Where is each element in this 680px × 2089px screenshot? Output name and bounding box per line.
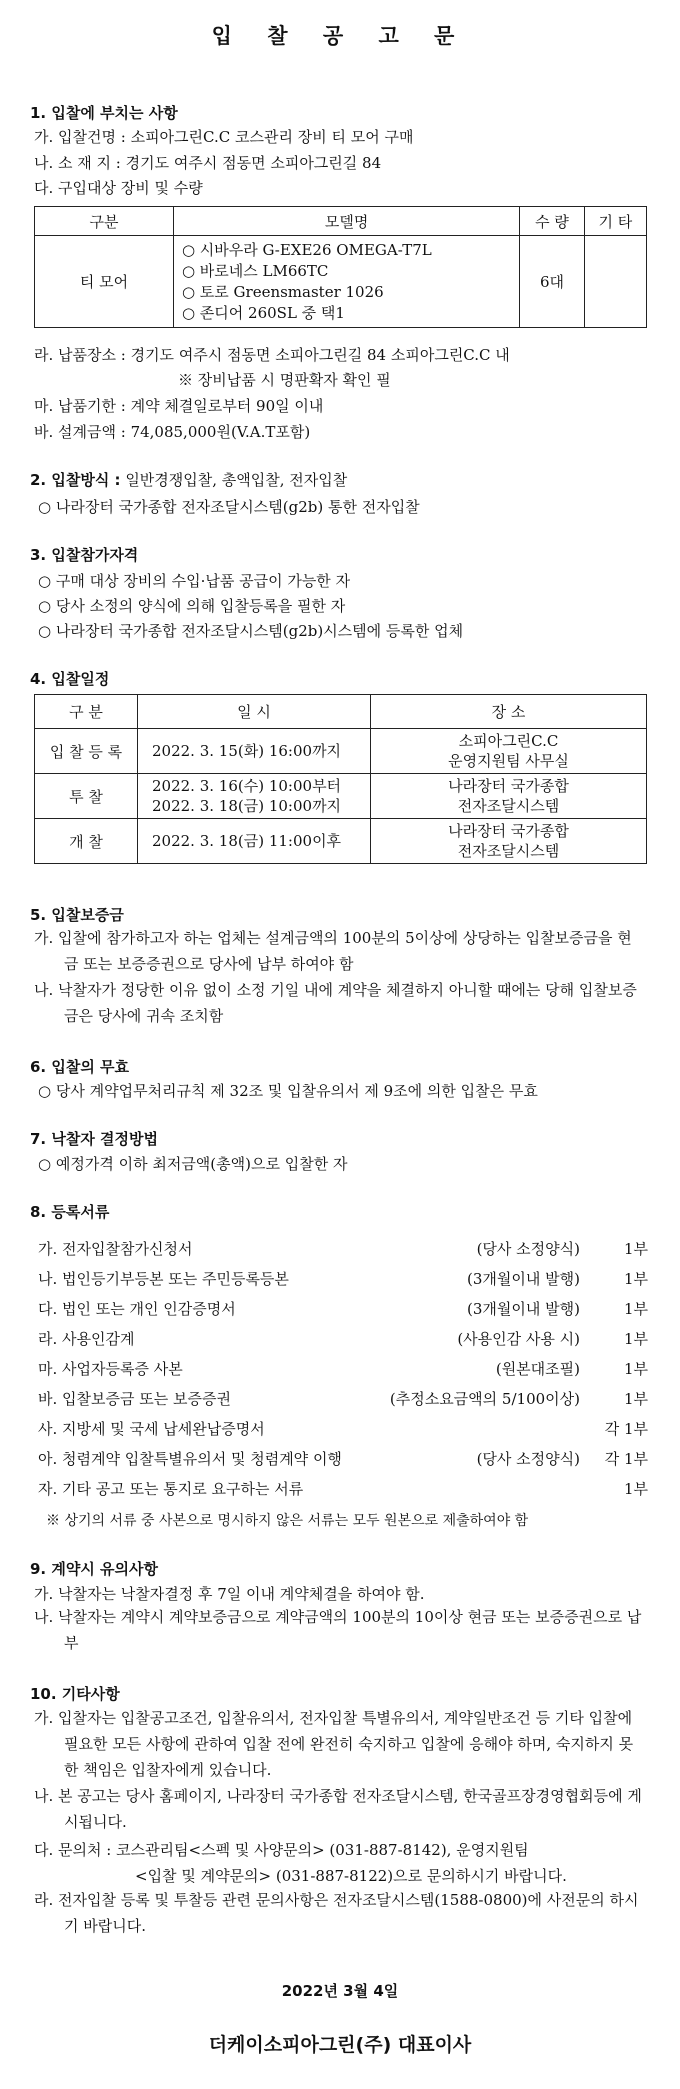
document-name: 자. 기타 공고 또는 통지로 요구하는 서류 — [38, 1480, 304, 1498]
schedule-header-place: 장 소 — [371, 695, 647, 729]
s6-item-a: ○ 당사 계약업무처리규칙 제 32조 및 입찰유의서 제 9조에 의한 입찰은 무효 — [38, 1082, 538, 1100]
document-name: 라. 사용인감계 — [38, 1330, 135, 1348]
document-name: 아. 청렴계약 입찰특별유의서 및 청렴계약 이행 — [38, 1450, 342, 1468]
schedule-place-line: 전자조달시스템 — [457, 797, 560, 815]
s3-item: ○ 당사 소정의 양식에 의해 입찰등록을 필한 자 — [38, 597, 346, 615]
document-row — [38, 1418, 648, 1438]
schedule-row-datetime — [138, 819, 371, 864]
schedule-date-line: 2022. 3. 18(금) 10:00까지 — [152, 797, 342, 815]
company-signature: 더케이소피아그린(주) 대표이사 — [208, 2034, 472, 2056]
section-2-heading — [30, 470, 347, 490]
schedule-row-place — [371, 729, 647, 774]
section-2-title: 2. 입찰방식 : — [30, 471, 121, 489]
document-note: (3개월이내 발행) — [467, 1300, 580, 1318]
document-row — [38, 1358, 648, 1378]
schedule-row-place — [371, 774, 647, 819]
s5-item-b: 나. 낙찰자가 정당한 이유 없이 소정 기일 내에 계약을 체결하지 아니할 때에는 당해 입찰보증금은 당사에 귀속 조치함 — [34, 981, 637, 1025]
equipment-header-qty: 수 량 — [520, 207, 584, 236]
s10-item-c-cont: <입찰 및 계약문의> (031-887-8122)으로 문의하시기 바랍니다. — [135, 1867, 567, 1885]
document-qty: 1부 — [623, 1270, 648, 1288]
schedule-date-line: 2022. 3. 16(수) 10:00부터 — [152, 777, 342, 795]
schedule-row-datetime — [138, 729, 371, 774]
document-qty: 각 1부 — [604, 1450, 648, 1468]
equipment-table — [34, 206, 647, 328]
schedule-row-place — [371, 819, 647, 864]
equipment-qty: 6대 — [520, 236, 584, 328]
s10-item-b: 나. 본 공고는 당사 홈페이지, 나라장터 국가종합 전자조달시스템, 한국골프장경영협회등에 게시됩니다. — [34, 1787, 642, 1831]
s1-item-b: 나. 소 재 지 : 경기도 여주시 점동면 소피아그린길 84 — [34, 154, 382, 172]
s8-note: ※ 상기의 서류 중 사본으로 명시하지 않은 서류는 모두 원본으로 제출하여야 함 — [46, 1513, 529, 1529]
s7-item-a: ○ 예정가격 이하 최저금액(총액)으로 입찰한 자 — [38, 1155, 348, 1173]
document-row — [38, 1478, 648, 1498]
document-qty: 각 1부 — [604, 1420, 648, 1438]
document-qty: 1부 — [623, 1360, 648, 1378]
s2-item-a: ○ 나라장터 국가종합 전자조달시스템(g2b) 통한 전자입찰 — [38, 498, 420, 516]
schedule-row-category: 입 찰 등 록 — [35, 729, 138, 774]
schedule-header-category: 구 분 — [35, 695, 138, 729]
schedule-place-line: 나라장터 국가종합 — [448, 777, 569, 795]
schedule-place-line: 소피아그린C.C — [458, 732, 559, 750]
schedule-place-line: 전자조달시스템 — [457, 842, 560, 860]
document-qty: 1부 — [623, 1300, 648, 1318]
model-item: ○ 시바우라 G-EXE26 OMEGA-T7L — [181, 240, 432, 259]
document-name: 가. 전자입찰참가신청서 — [38, 1240, 193, 1258]
schedule-row-category: 투 찰 — [35, 774, 138, 819]
document-name: 다. 법인 또는 개인 인감증명서 — [38, 1300, 236, 1318]
equipment-category: 티 모어 — [35, 236, 174, 328]
section-5-heading: 5. 입찰보증금 — [30, 906, 124, 924]
document-qty: 1부 — [623, 1330, 648, 1348]
section-8-heading: 8. 등록서류 — [30, 1203, 110, 1221]
section-2-method: 일반경쟁입찰, 총액입찰, 전자입찰 — [120, 471, 348, 489]
schedule-header-datetime: 일 시 — [138, 695, 371, 729]
s1-item-a: 가. 입찰건명 : 소피아그린C.C 코스관리 장비 티 모어 구매 — [34, 128, 414, 146]
s10-item-a: 가. 입찰자는 입찰공고조건, 입찰유의서, 전자입찰 특별유의서, 계약일반조건 등 기타 입찰에 필요한 모든 사항에 관하여 입찰 전에 완전히 숙지하고 입찰에 응해야 하며, 숙지하지 못한 책임은 입찰자에게 있습니다. — [34, 1709, 634, 1779]
document-row — [38, 1388, 648, 1408]
s1-item-c: 다. 구입대상 장비 및 수량 — [34, 179, 203, 197]
document-qty: 1부 — [623, 1480, 648, 1498]
section-6-heading: 6. 입찰의 무효 — [30, 1058, 130, 1076]
section-3-heading: 3. 입찰참가자격 — [30, 546, 139, 564]
notice-date: 2022년 3월 4일 — [281, 1982, 399, 2000]
s10-item-d: 라. 전자입찰 등록 및 투찰등 관련 문의사항은 전자조달시스템(1588-0800)에 사전문의 하시기 바랍니다. — [34, 1891, 639, 1935]
section-7-heading: 7. 낙찰자 결정방법 — [30, 1130, 159, 1148]
document-note: (사용인감 사용 시) — [457, 1330, 580, 1348]
document-qty: 1부 — [623, 1390, 648, 1408]
s10-item-c: 다. 문의처 : 코스관리팀<스펙 및 사양문의> (031-887-8142), 운영지원팀 — [34, 1841, 529, 1859]
s3-item: ○ 나라장터 국가종합 전자조달시스템(g2b)시스템에 등록한 업체 — [38, 622, 464, 640]
equipment-models — [173, 236, 519, 328]
s3-item: ○ 구매 대상 장비의 수입·납품 공급이 가능한 자 — [38, 572, 351, 590]
model-item: ○ 바로네스 LM66TC — [181, 261, 329, 280]
equipment-header-etc: 기 타 — [584, 207, 646, 236]
schedule-place-line: 나라장터 국가종합 — [448, 822, 569, 840]
document-qty: 1부 — [623, 1240, 648, 1258]
document-row — [38, 1268, 648, 1288]
document-name: 사. 지방세 및 국세 납세완납증명서 — [38, 1420, 265, 1438]
s9-item-b: 나. 낙찰자는 계약시 계약보증금으로 계약금액의 100분의 10이상 현금 또는 보증증권으로 납부 — [34, 1608, 642, 1652]
section-4-heading: 4. 입찰일정 — [30, 670, 110, 688]
model-item: ○ 토로 Greensmaster 1026 — [181, 282, 384, 301]
document-note: (당사 소정양식) — [476, 1240, 580, 1258]
equipment-header-model: 모델명 — [173, 207, 519, 236]
schedule-row-category: 개 찰 — [35, 819, 138, 864]
schedule-row-datetime — [138, 774, 371, 819]
document-name: 나. 법인등기부등본 또는 주민등록등본 — [38, 1270, 289, 1288]
equipment-header-category: 구분 — [35, 207, 174, 236]
s1-item-e: 마. 납품기한 : 계약 체결일로부터 90일 이내 — [34, 397, 324, 415]
s9-item-a: 가. 낙찰자는 낙찰자결정 후 7일 이내 계약체결을 하여야 함. — [34, 1585, 425, 1603]
document-note: (원본대조필) — [495, 1360, 580, 1378]
s1-item-d-note: ※ 장비납품 시 명판확자 확인 필 — [178, 371, 391, 389]
document-note: (추정소요금액의 5/100이상) — [389, 1390, 580, 1408]
document-row — [38, 1328, 648, 1348]
s1-item-f: 바. 설계금액 : 74,085,000원(V.A.T포함) — [34, 423, 311, 441]
equipment-etc — [584, 236, 646, 328]
schedule-date-line: 2022. 3. 15(화) 16:00까지 — [152, 742, 342, 760]
document-row — [38, 1298, 648, 1318]
document-note: (3개월이내 발행) — [467, 1270, 580, 1288]
section-9-heading: 9. 계약시 유의사항 — [30, 1560, 159, 1578]
schedule-table — [34, 694, 647, 864]
section-1-heading: 1. 입찰에 부치는 사항 — [30, 104, 178, 122]
s1-item-d: 라. 납품장소 : 경기도 여주시 점동면 소피아그린길 84 소피아그린C.C 내 — [34, 346, 510, 364]
section-10-heading: 10. 기타사항 — [30, 1685, 120, 1703]
page-title: 입 찰 공 고 문 — [211, 23, 469, 48]
document-name: 마. 사업자등록증 사본 — [38, 1360, 183, 1378]
document-name: 바. 입찰보증금 또는 보증증권 — [38, 1390, 231, 1408]
document-note: (당사 소정양식) — [476, 1450, 580, 1468]
document-row — [38, 1448, 648, 1468]
document-row — [38, 1238, 648, 1258]
s5-item-a: 가. 입찰에 참가하고자 하는 업체는 설계금액의 100분의 5이상에 상당하는 입찰보증금을 현금 또는 보증증권으로 당사에 납부 하여야 함 — [34, 929, 632, 973]
model-item: ○ 존디어 260SL 중 택1 — [181, 303, 345, 322]
schedule-place-line: 운영지원팀 사무실 — [448, 752, 569, 770]
schedule-date-line: 2022. 3. 18(금) 11:00이후 — [152, 832, 342, 850]
